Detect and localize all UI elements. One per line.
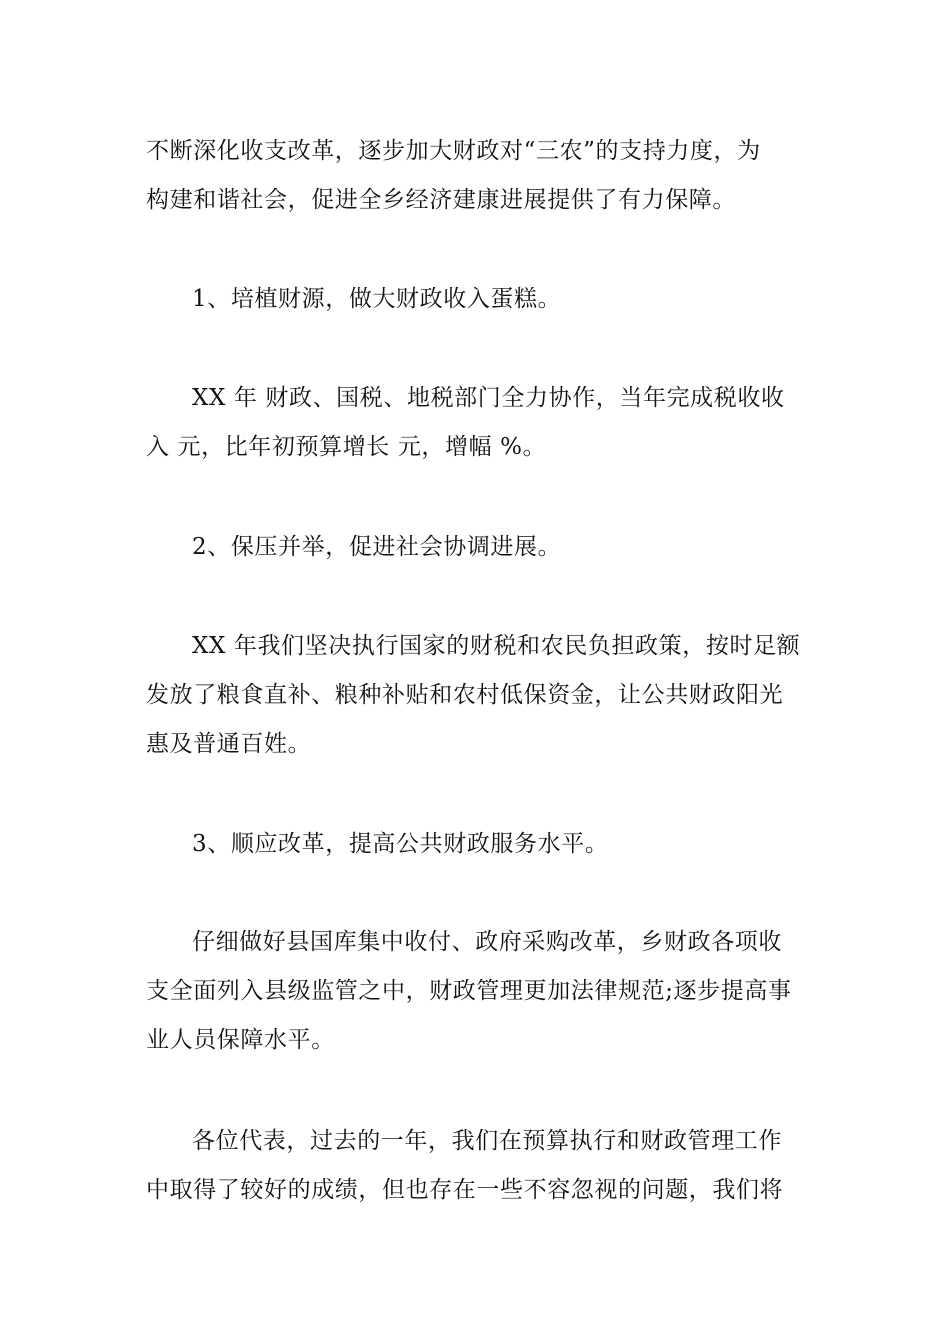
paragraph-fiscal-reform-continued (146, 127, 814, 225)
text-line: 2、保压并举，促进社会协调进展。 (192, 534, 562, 560)
text-line: 仔细做好县国库集中收付、政府采购改革，乡财政各项收 (192, 929, 782, 955)
text-line: 惠及普通百姓。 (146, 731, 312, 757)
text-line: 各位代表，过去的一年，我们在预算执行和财政管理工作 (192, 1128, 782, 1154)
heading-item-3 (146, 820, 814, 869)
text-line: 业人员保障水平。 (146, 1027, 335, 1053)
text-line: 1、培植财源，做大财政收入蛋糕。 (192, 286, 562, 312)
text-line: 入 元，比年初预算增长 元，增幅 %。 (146, 434, 547, 460)
paragraph-subsidies (146, 622, 814, 769)
text-line: 支全面列入县级监管之中，财政管理更加法律规范;逐步提高事 (146, 978, 792, 1004)
paragraph-tax-revenue (146, 374, 814, 472)
text-line: 不断深化收支改革，逐步加大财政对“三农”的支持力度，为 (146, 138, 761, 164)
heading-item-2 (146, 523, 814, 572)
text-line: 中取得了较好的成绩，但也存在一些不容忽视的问题，我们将 (146, 1177, 784, 1203)
paragraph-representatives (146, 1117, 814, 1215)
text-line: XX 年我们坚决执行国家的财税和农民负担政策，按时足额 (192, 633, 801, 659)
text-line: XX 年 财政、国税、地税部门全力协作，当年完成税收收 (192, 385, 785, 411)
text-line: 发放了粮食直补、粮种补贴和农村低保资金，让公共财政阳光 (146, 682, 784, 708)
heading-item-1 (146, 275, 814, 324)
text-line: 3、顺应改革，提高公共财政服务水平。 (192, 831, 609, 857)
paragraph-treasury-reform (146, 918, 814, 1065)
text-line: 构建和谐社会，促进全乡经济建康进展提供了有力保障。 (146, 187, 736, 213)
